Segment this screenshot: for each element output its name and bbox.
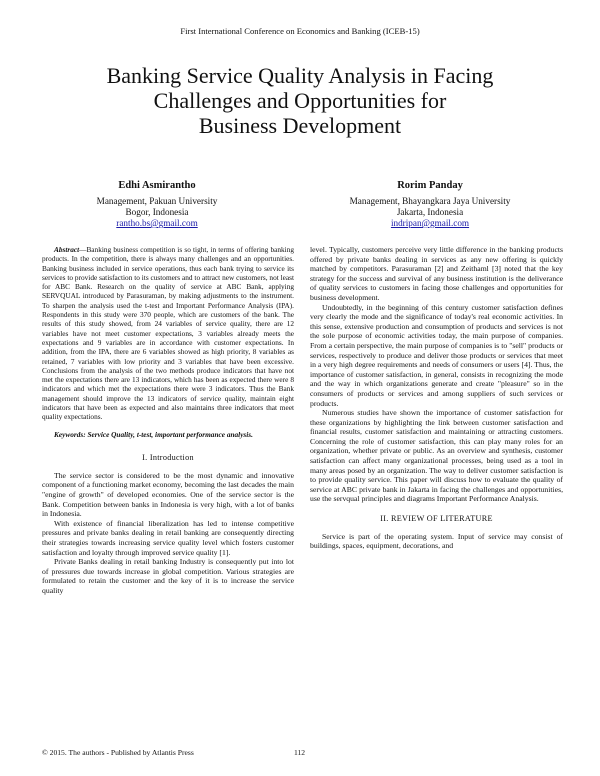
title-line: Challenges and Opportunities for <box>153 88 447 113</box>
author-name: Rorim Panday <box>397 180 463 191</box>
right-column <box>310 245 563 551</box>
abstract-label: Abstract <box>54 245 80 254</box>
author-location: Jakarta, Indonesia <box>396 207 464 217</box>
abstract-text: —Banking business competition is so tight, in terms of offering banking products. In the competition, there is always many challenges and an opportunities. Banking business included in service operations, thus each bank trying to service its services to provide satisfaction to its customers and to attract new customers, not least for ABC Bank. Research on the quality of service at ABC Bank, applying SERVQUAL introduced by Parasuraman, by making adjustments to the instrument. To sharpen the analysis used the t-test and Important Performance Analysis (IPA). Respondents in this study were 370 people, which are customers of the bank. The results of this study showed, from 24 variables of service quality, there are 12 variables have not meet customer expectations, 3 variables already meets the expectations and 9 variables are in accordance with customer expectations. In addition, from the IPA, there are 6 variables showed as high priority, 8 variables as retained, 7 variables with low priority and 3 variables that have been excessive. Conclusions from the analysis of the two methods produce indicators that have not met the expectations there are 13 indicators, which has been as expected there were 8 indicators and which met the expectations there were 3 indicators. Thus the Bank management should improve the 13 indicators of service quality, maintain eight indicators that have been as expected and also maintains three indicators that meet quality expectations. <box>42 245 294 422</box>
author-email-link[interactable]: rantho.bs@gmail.com <box>116 218 198 228</box>
paragraph: Undoubtedly, in the beginning of this century customer satisfaction defines very clearly the mode and the significance of today's real economic activities. In this sense, extensive production and consumption of products and services is not the sole purpose of economic activities today, the main purpose of companies. From a certain perspective, the main purpose of companies is to "sell" products or services, respectively to produce and deliver those products or services that meet in a very high degree requirements and needs of consumers or users [4]. Thus, the importance of customer satisfaction, in general, consists in recognizing the mode and the way in which organizations generate and create "pleasure" so in the consumers of products or services and among suppliers of such services or products. <box>310 302 563 408</box>
author-name: Edhi Asmirantho <box>118 180 196 191</box>
author-location: Bogor, Indonesia <box>125 207 189 217</box>
footer-copyright: © 2015. The authors - Published by Atlantis Press <box>42 748 194 757</box>
author-affiliation: Management, Pakuan University <box>96 196 218 206</box>
keywords: Keywords: Service Quality, t-test, important performance analysis. <box>54 429 253 439</box>
title-line: Business Development <box>198 113 402 138</box>
abstract <box>42 245 294 422</box>
paragraph: Service is part of the operating system. Input of service may consist of buildings, spaces, equipment, decorations, and <box>310 531 563 551</box>
left-column <box>42 245 294 596</box>
paper-title <box>60 63 540 138</box>
paragraph: With existence of financial liberalization has led to intense competitive pressures and private banks dealing in retail banking are consequently directing their strategies towards increasing service quality level which fosters customer satisfaction and loyalty through improved service quality [1]. <box>42 518 294 557</box>
author-affiliation: Management, Bhayangkara Jaya University <box>349 196 511 206</box>
section-heading-review: II. REVIEW OF LITERATURE <box>380 514 493 524</box>
paragraph: Private Banks dealing in retail banking Industry is consequently put into lot of pressures due towards increase in global competition. Various strategies are formulated to retain the customer and the key of it is to increase the service quality <box>42 557 294 595</box>
conference-header: First International Conference on Economics and Banking (ICEB-15) <box>180 26 420 36</box>
author-block-2 <box>325 180 535 229</box>
paragraph: level. Typically, customers perceive very little difference in the banking products offered by private banks dealing in services as any new offering is quickly matched by competitors. Parasuraman [2] and Zeithaml [3] noted that the key strategy for the success and survival of any business institution is the deliverance of quality services to customers in facing those challenges and opportunities for business development. <box>310 245 563 302</box>
paragraph: Numerous studies have shown the importance of customer satisfaction for these organizations by highlighting the link between customer satisfaction and financial results, customer satisfaction and maintaining or attracting customers. Concerning the role of customer satisfaction, this can play many roles for an organization, whether private or public. As an overview and synthesis, customer satisfaction can affect many organizational processes, being used as a tool in many areas posed by an organization. The way to deliver customer satisfaction is to provide quality service. This paper will discuss how to evaluate the quality of service at ABC private bank in Jakarta in facing the challenges and opportunities, use the servqual principles and diagrams Important Performance Analysis. <box>310 408 563 504</box>
author-block-1 <box>62 180 252 229</box>
section-heading-introduction: I. Introduction <box>142 453 194 463</box>
title-line: Banking Service Quality Analysis in Facing <box>106 63 494 88</box>
paragraph: The service sector is considered to be the most dynamic and innovative component of a functioning market economy, becoming the last decades the main "engine of growth" of developed economies. One of the service sector is the Bank. Competition between banks in Indonesia is very high, with a lot of banks in Indonesia. <box>42 470 294 519</box>
page-number: 112 <box>294 748 306 757</box>
author-email-link[interactable]: indripan@gmail.com <box>390 218 470 228</box>
